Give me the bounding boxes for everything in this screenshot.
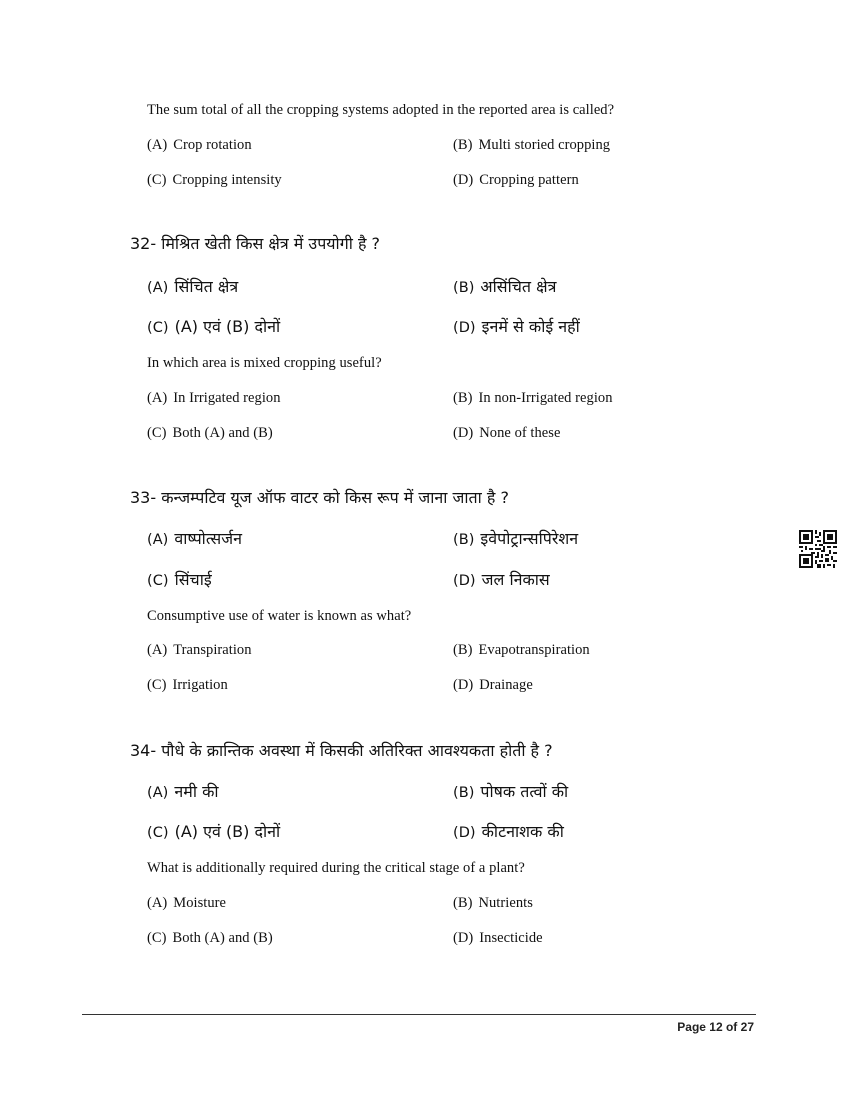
q33-en-question: Consumptive use of water is known as what?: [147, 608, 412, 624]
q33-en-option-d: [453, 677, 533, 694]
option-text: Nutrients: [478, 895, 533, 911]
option-text: Irrigation: [172, 677, 228, 693]
option-text: कीटनाशक की: [481, 822, 564, 841]
q31-en-option-b: [453, 137, 610, 154]
option-text: Multi storied cropping: [478, 137, 611, 153]
q32-en-option-a: [147, 390, 281, 407]
option-label: (A): [147, 280, 169, 296]
option-text: पोषक तत्वों की: [480, 782, 569, 801]
option-label: (A): [147, 390, 168, 406]
option-label: (A): [147, 895, 168, 911]
option-text: Both (A) and (B): [172, 425, 273, 441]
option-text: Cropping intensity: [172, 172, 282, 188]
option-text: (A) एवं (B) दोनों: [174, 317, 281, 336]
option-text: Cropping pattern: [479, 172, 579, 188]
option-text: Drainage: [479, 677, 533, 693]
footer-divider: [82, 1014, 756, 1015]
q33-en-option-a: [147, 642, 252, 659]
option-label: (D): [453, 172, 474, 188]
option-label: (C): [147, 825, 169, 841]
q34-hi-question: 34- पौधे के क्रान्तिक अवस्था में किसकी अतिरिक्त आवश्यकता होती है ?: [130, 741, 553, 760]
option-label: (C): [147, 425, 167, 441]
q33-hi-option-a: [147, 527, 242, 549]
option-label: (C): [147, 930, 167, 946]
q32-hi-option-c: [147, 315, 280, 337]
option-text: इनमें से कोई नहीं: [481, 317, 580, 336]
option-label: (D): [453, 573, 476, 589]
option-text: In non-Irrigated region: [478, 390, 613, 406]
q31-en-option-c: [147, 172, 282, 189]
option-text: नमी की: [174, 782, 219, 801]
option-text: सिंचित क्षेत्र: [174, 277, 239, 296]
option-text: None of these: [479, 425, 561, 441]
option-label: (B): [453, 532, 475, 548]
option-text: Moisture: [173, 895, 227, 911]
q32-en-option-c: [147, 425, 273, 442]
option-label: (A): [147, 532, 169, 548]
q34-en-option-a: [147, 895, 226, 912]
q31-en-option-d: [453, 172, 579, 189]
option-label: (B): [453, 895, 473, 911]
option-label: (A): [147, 642, 168, 658]
q32-hi-option-a: [147, 275, 238, 297]
option-label: (C): [147, 320, 169, 336]
option-label: (B): [453, 390, 473, 406]
q34-hi-option-c: [147, 820, 280, 842]
option-label: (D): [453, 825, 476, 841]
q33-hi-option-b: [453, 527, 578, 549]
q33-hi-question: 33- कन्जम्पटिव यूज ऑफ वाटर को किस रूप में जाना जाता है ?: [130, 488, 509, 507]
q32-hi-option-b: [453, 275, 556, 297]
option-text: इवेपोट्रान्सपिरेशन: [480, 529, 579, 548]
option-text: सिंचाई: [174, 570, 212, 589]
option-label: (A): [147, 137, 168, 153]
q31-en-question: The sum total of all the cropping systems adopted in the reported area is called?: [147, 102, 615, 118]
option-label: (A): [147, 785, 169, 801]
q34-en-question: What is additionally required during the critical stage of a plant?: [147, 860, 525, 876]
q33-hi-option-c: [147, 568, 212, 590]
q34-hi-option-a: [147, 780, 219, 802]
option-label: (B): [453, 642, 473, 658]
option-text: In Irrigated region: [173, 390, 281, 406]
option-label: (C): [147, 172, 167, 188]
option-label: (D): [453, 320, 476, 336]
option-label: (C): [147, 573, 169, 589]
q34-hi-option-b: [453, 780, 568, 802]
option-text: Evapotranspiration: [478, 642, 590, 658]
option-label: (B): [453, 785, 475, 801]
option-text: Crop rotation: [173, 137, 252, 153]
q34-en-option-b: [453, 895, 533, 912]
qr-code-icon: [799, 530, 837, 568]
option-text: वाष्पोत्सर्जन: [174, 529, 242, 548]
q32-en-option-d: [453, 425, 560, 442]
q32-en-option-b: [453, 390, 613, 407]
q33-en-option-b: [453, 642, 590, 659]
q34-en-option-c: [147, 930, 273, 947]
q34-en-option-d: [453, 930, 543, 947]
q33-hi-option-d: [453, 568, 550, 590]
option-label: (D): [453, 930, 474, 946]
q31-en-option-a: [147, 137, 252, 154]
option-label: (B): [453, 280, 475, 296]
option-text: (A) एवं (B) दोनों: [174, 822, 281, 841]
page-number: Page 12 of 27: [677, 1020, 754, 1034]
option-label: (D): [453, 425, 474, 441]
option-text: जल निकास: [481, 570, 550, 589]
option-label: (D): [453, 677, 474, 693]
option-label: (B): [453, 137, 473, 153]
q32-hi-question: 32- मिश्रित खेती किस क्षेत्र में उपयोगी है ?: [130, 234, 381, 253]
option-text: Transpiration: [173, 642, 252, 658]
q34-hi-option-d: [453, 820, 564, 842]
option-text: Both (A) and (B): [172, 930, 273, 946]
option-label: (C): [147, 677, 167, 693]
q33-en-option-c: [147, 677, 228, 694]
q32-en-question: In which area is mixed cropping useful?: [147, 355, 382, 371]
option-text: Insecticide: [479, 930, 543, 946]
option-text: असिंचित क्षेत्र: [480, 277, 557, 296]
q32-hi-option-d: [453, 315, 580, 337]
